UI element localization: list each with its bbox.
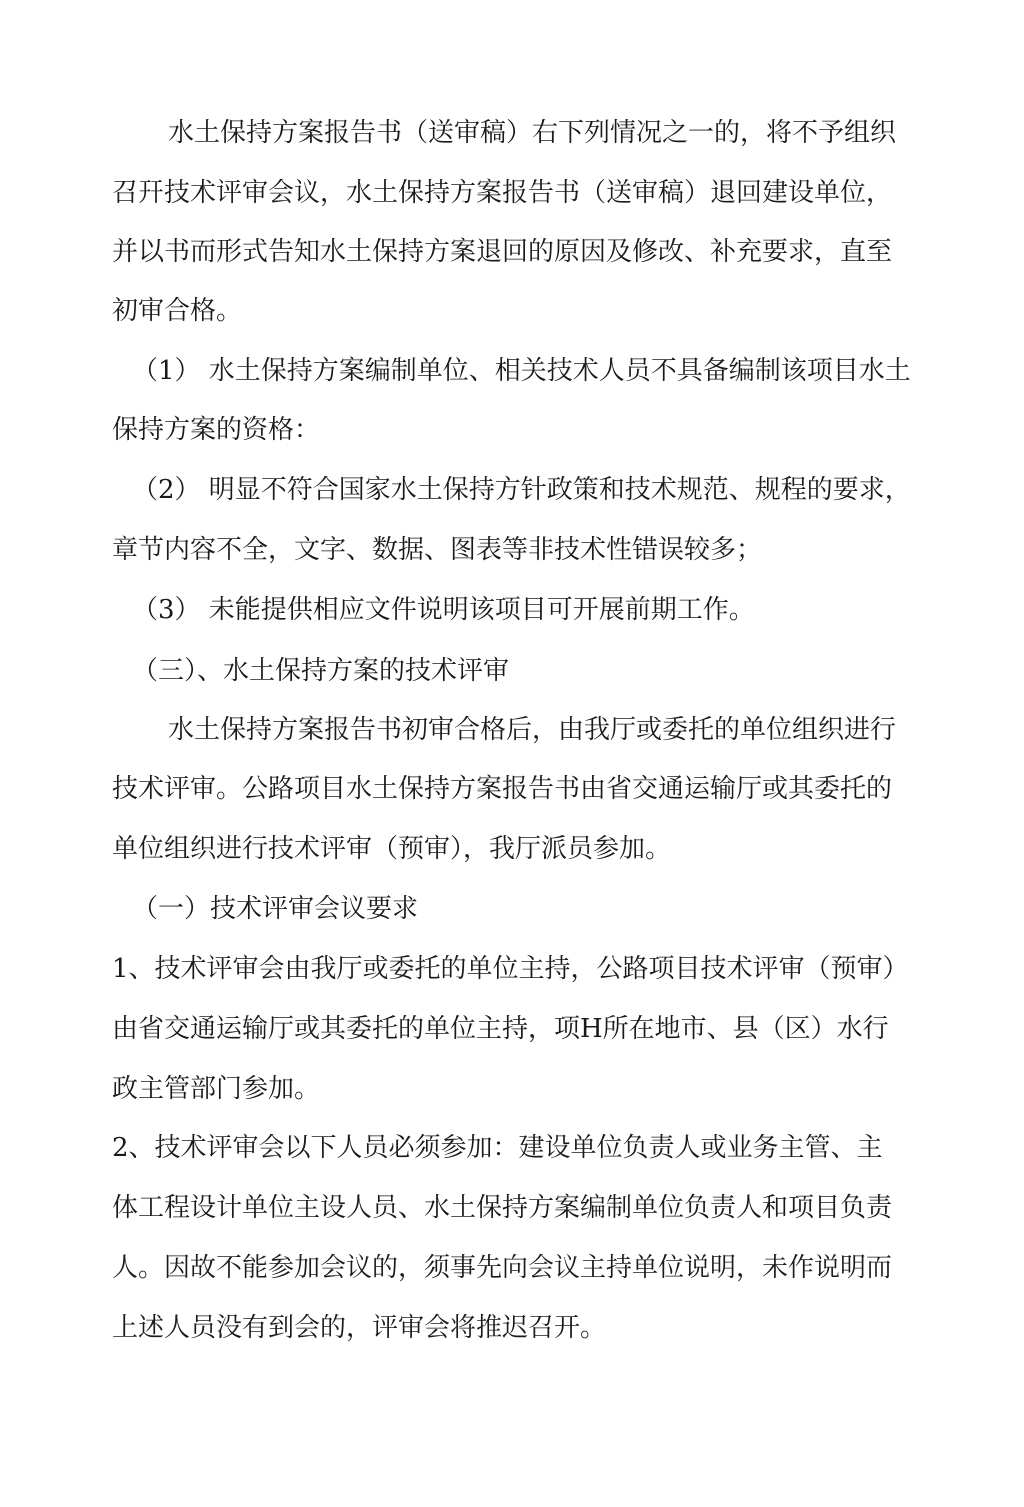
text-line-1: 水土保持方案报告书（送审稿）右下列情况之一的，将不予组织: [168, 118, 897, 148]
list-item-1-line-2: 保持方案的资格：: [112, 415, 321, 445]
item-2-line-4: 上述人员没有到会的，评审会将推迟召开。: [112, 1313, 607, 1343]
list-item-2-line-1: （2） 明显不符合国家水土保持方针政策和技术规范、规程的要求，: [132, 475, 911, 505]
text-line-2: 召幵技术评审会议，水土保持方案报告书（送审稿）退回建设单位，: [112, 178, 893, 208]
text-line-3: 并以书而形式告知水土保持方案退回的原因及修改、补充要求，直至: [112, 237, 893, 267]
paragraph-2-line-1: 水土保持方案报告书初审合格后，由我厅或委托的单位组织进行: [168, 715, 897, 745]
item-2-line-3: 人。因故不能参加会议的，须事先向会议主持单位说明，未作说明而: [112, 1253, 893, 1283]
list-item-1-line-1: （1） 水土保持方案编制单位、相关技术人员不具备编制该项目水土: [132, 356, 911, 386]
list-item-3-line-1: （3） 未能提供相应文件说明该项目可开展前期工作。: [132, 595, 755, 625]
subsection-heading-1: （一）技术评审会议要求: [132, 894, 419, 924]
text-line-4: 初审合格。: [112, 296, 243, 326]
item-2-line-2: 体工程设计单位主设人员、水土保持方案编制单位负责人和项目负责: [112, 1193, 893, 1223]
list-item-2-line-2: 章节内容不全，文字、数据、图表等非技术性错误较多；: [112, 535, 763, 565]
item-2-line-1: 2、技术评审会以下人员必须参加：建设单位负责人或业务主管、主: [112, 1133, 883, 1163]
item-1-line-2: 由省交通运输厅或其委托的单位主持，项H所在地市、县（区）水行: [112, 1014, 889, 1044]
item-1-line-3: 政主管部门参加。: [112, 1074, 321, 1104]
item-1-line-1: 1、技术评审会由我厅或委托的单位主持，公路项目技术评审（预审）: [112, 954, 909, 984]
section-heading-3: （三）、水土保持方案的技术评审: [132, 656, 510, 686]
paragraph-2-line-2: 技术评审。公路项目水土保持方案报告书由省交通运输厅或其委托的: [112, 774, 893, 804]
paragraph-2-line-3: 单位组织进行技术评审（预审），我厅派员参加。: [112, 834, 672, 864]
